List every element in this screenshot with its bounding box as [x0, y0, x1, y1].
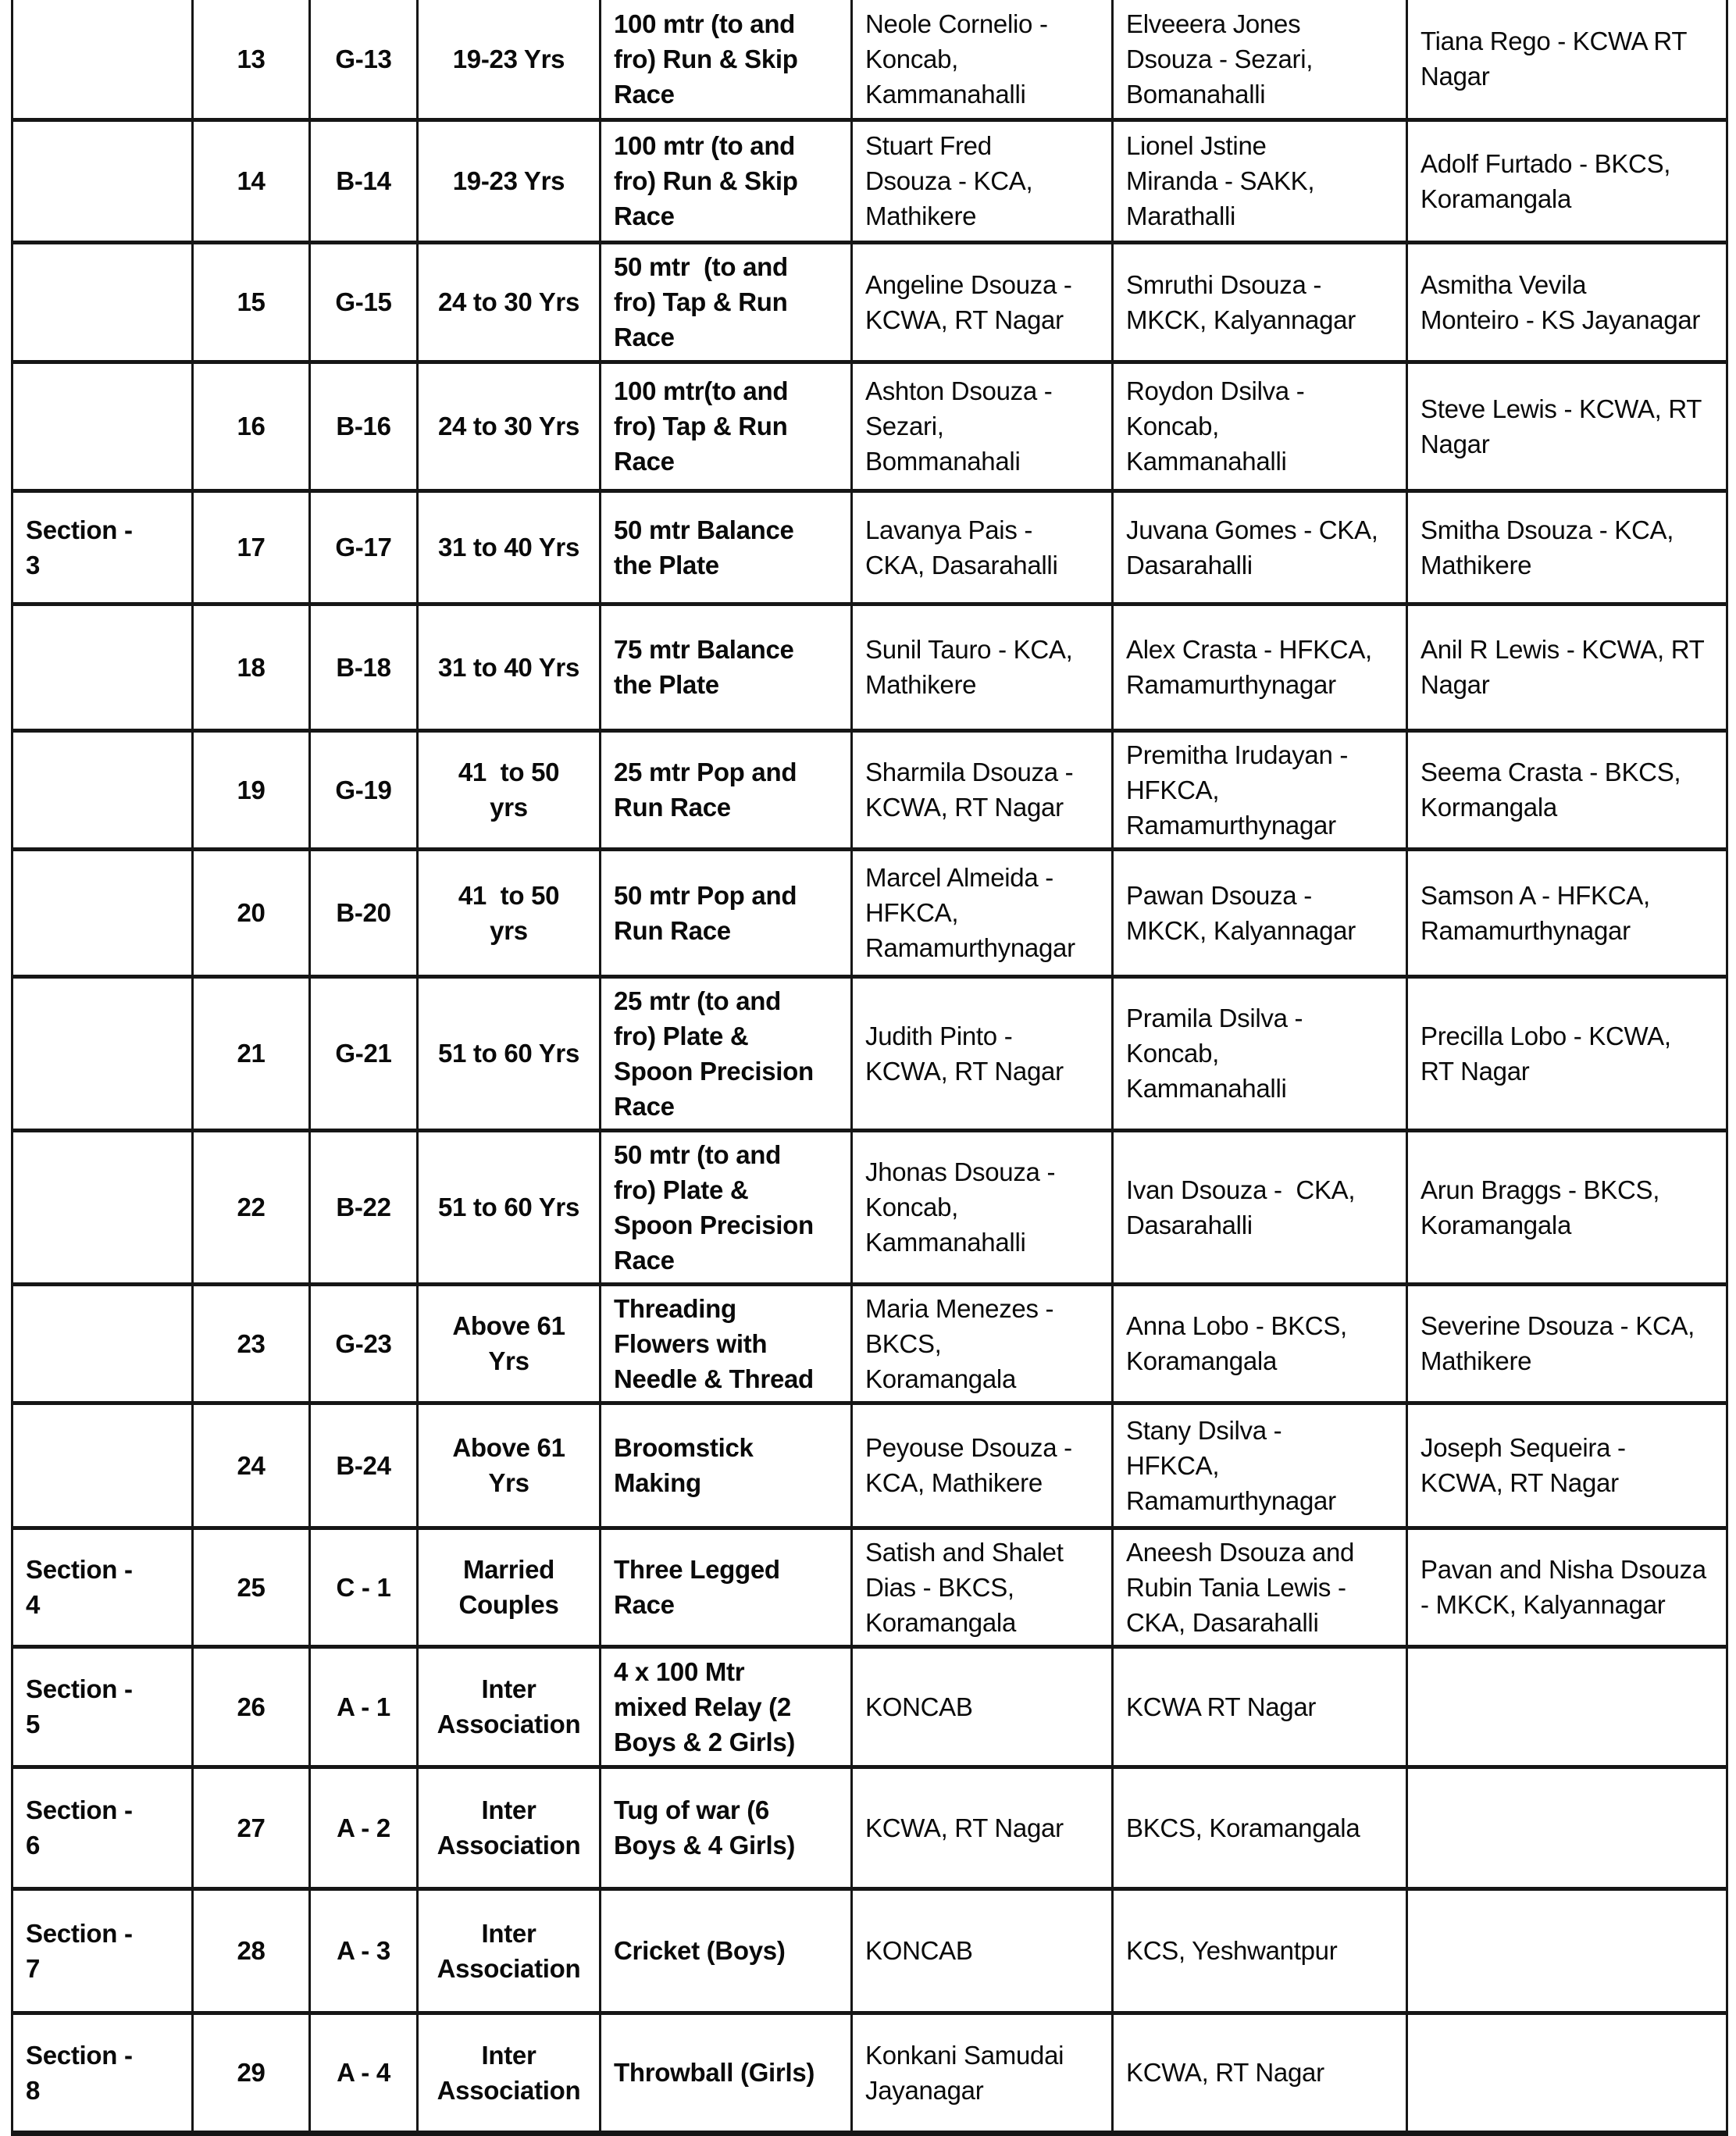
results-table-body: [12, 0, 1727, 2133]
cell-age-group: 19-23 Yrs: [418, 119, 601, 242]
cell-section: [12, 0, 193, 119]
cell-winner-1: Marcel Almeida - HFKCA, Ramamurthynagar: [852, 849, 1113, 976]
cell-sl-no: 21: [193, 976, 310, 1130]
table-row: [12, 730, 1727, 849]
cell-age-group: 51 to 60 Yrs: [418, 976, 601, 1130]
cell-sl-no: 20: [193, 849, 310, 976]
cell-winner-3: [1407, 2013, 1727, 2133]
cell-age-group: Above 61 Yrs: [418, 1284, 601, 1403]
cell-code: G-17: [310, 490, 418, 604]
cell-event: Throwball (Girls): [601, 2013, 852, 2133]
table-row: [12, 604, 1727, 730]
cell-winner-2: Anna Lobo - BKCS, Koramangala: [1113, 1284, 1407, 1403]
cell-winner-2: Roydon Dsilva - Koncab, Kammanahalli: [1113, 362, 1407, 490]
cell-section: Section - 3: [12, 490, 193, 604]
cell-winner-3: Samson A - HFKCA, Ramamurthynagar: [1407, 849, 1727, 976]
cell-winner-1: Ashton Dsouza - Sezari, Bommanahali: [852, 362, 1113, 490]
cell-event: 50 mtr (to and fro) Tap & Run Race: [601, 242, 852, 362]
cell-age-group: 31 to 40 Yrs: [418, 604, 601, 730]
cell-code: B-14: [310, 119, 418, 242]
cell-event: 4 x 100 Mtr mixed Relay (2 Boys & 2 Girls): [601, 1646, 852, 1767]
cell-event: Cricket (Boys): [601, 1888, 852, 2013]
cell-section: [12, 1130, 193, 1284]
cell-event: 50 mtr Pop and Run Race: [601, 849, 852, 976]
cell-age-group: 24 to 30 Yrs: [418, 362, 601, 490]
cell-sl-no: 28: [193, 1888, 310, 2013]
cell-sl-no: 29: [193, 2013, 310, 2133]
cell-sl-no: 26: [193, 1646, 310, 1767]
cell-winner-2: Premitha Irudayan - HFKCA, Ramamurthynagar: [1113, 730, 1407, 849]
cell-winner-2: Elveeera Jones Dsouza - Sezari, Bomanahalli: [1113, 0, 1407, 119]
cell-winner-1: Maria Menezes - BKCS, Koramangala: [852, 1284, 1113, 1403]
cell-sl-no: 27: [193, 1767, 310, 1888]
cell-sl-no: 25: [193, 1528, 310, 1646]
table-row: [12, 119, 1727, 242]
cell-age-group: Inter Association: [418, 1767, 601, 1888]
cell-winner-3: Smitha Dsouza - KCA, Mathikere: [1407, 490, 1727, 604]
cell-event: 100 mtr (to and fro) Run & Skip Race: [601, 0, 852, 119]
cell-code: B-20: [310, 849, 418, 976]
cell-winner-1: Konkani Samudai Jayanagar: [852, 2013, 1113, 2133]
table-row: [12, 0, 1727, 119]
cell-age-group: 51 to 60 Yrs: [418, 1130, 601, 1284]
cell-winner-1: Neole Cornelio - Koncab, Kammanahalli: [852, 0, 1113, 119]
table-row: [12, 1888, 1727, 2013]
cell-age-group: Married Couples: [418, 1528, 601, 1646]
cell-section: Section - 8: [12, 2013, 193, 2133]
cell-code: A - 2: [310, 1767, 418, 1888]
cell-winner-3: Joseph Sequeira - KCWA, RT Nagar: [1407, 1403, 1727, 1528]
cell-winner-2: KCS, Yeshwantpur: [1113, 1888, 1407, 2013]
cell-winner-3: Steve Lewis - KCWA, RT Nagar: [1407, 362, 1727, 490]
cell-sl-no: 14: [193, 119, 310, 242]
cell-sl-no: 13: [193, 0, 310, 119]
cell-winner-1: Stuart Fred Dsouza - KCA, Mathikere: [852, 119, 1113, 242]
cell-winner-3: [1407, 1646, 1727, 1767]
cell-event: Tug of war (6 Boys & 4 Girls): [601, 1767, 852, 1888]
cell-event: 25 mtr Pop and Run Race: [601, 730, 852, 849]
cell-winner-2: KCWA, RT Nagar: [1113, 2013, 1407, 2133]
cell-code: B-18: [310, 604, 418, 730]
cell-winner-2: Stany Dsilva - HFKCA, Ramamurthynagar: [1113, 1403, 1407, 1528]
cell-winner-2: Smruthi Dsouza - MKCK, Kalyannagar: [1113, 242, 1407, 362]
cell-winner-1: Sharmila Dsouza - KCWA, RT Nagar: [852, 730, 1113, 849]
cell-winner-2: Ivan Dsouza - CKA, Dasarahalli: [1113, 1130, 1407, 1284]
cell-code: B-22: [310, 1130, 418, 1284]
cell-code: A - 1: [310, 1646, 418, 1767]
cell-age-group: 31 to 40 Yrs: [418, 490, 601, 604]
cell-winner-3: Severine Dsouza - KCA, Mathikere: [1407, 1284, 1727, 1403]
cell-winner-3: Precilla Lobo - KCWA, RT Nagar: [1407, 976, 1727, 1130]
cell-winner-1: Lavanya Pais - CKA, Dasarahalli: [852, 490, 1113, 604]
cell-section: Section - 4: [12, 1528, 193, 1646]
cell-section: [12, 730, 193, 849]
cell-sl-no: 24: [193, 1403, 310, 1528]
table-row: [12, 1284, 1727, 1403]
table-row: [12, 490, 1727, 604]
cell-code: G-21: [310, 976, 418, 1130]
cell-winner-2: Pawan Dsouza - MKCK, Kalyannagar: [1113, 849, 1407, 976]
cell-winner-1: KONCAB: [852, 1888, 1113, 2013]
cell-section: [12, 242, 193, 362]
cell-age-group: 24 to 30 Yrs: [418, 242, 601, 362]
table-row: [12, 362, 1727, 490]
cell-winner-2: Juvana Gomes - CKA, Dasarahalli: [1113, 490, 1407, 604]
cell-section: [12, 1403, 193, 1528]
cell-section: [12, 976, 193, 1130]
cell-winner-2: Aneesh Dsouza and Rubin Tania Lewis - CKA, Dasarahalli: [1113, 1528, 1407, 1646]
cell-event: Broomstick Making: [601, 1403, 852, 1528]
table-row: [12, 242, 1727, 362]
cell-code: A - 4: [310, 2013, 418, 2133]
cell-code: B-16: [310, 362, 418, 490]
cell-event: 50 mtr (to and fro) Plate & Spoon Precision Race: [601, 1130, 852, 1284]
table-row: [12, 1646, 1727, 1767]
cell-code: G-19: [310, 730, 418, 849]
cell-sl-no: 18: [193, 604, 310, 730]
cell-winner-1: KONCAB: [852, 1646, 1113, 1767]
cell-section: Section - 6: [12, 1767, 193, 1888]
cell-event: 100 mtr(to and fro) Tap & Run Race: [601, 362, 852, 490]
cell-section: [12, 362, 193, 490]
cell-section: Section - 5: [12, 1646, 193, 1767]
cell-event: 50 mtr Balance the Plate: [601, 490, 852, 604]
cell-sl-no: 16: [193, 362, 310, 490]
cell-sl-no: 15: [193, 242, 310, 362]
cell-age-group: Inter Association: [418, 1646, 601, 1767]
cell-event: 75 mtr Balance the Plate: [601, 604, 852, 730]
table-row: [12, 849, 1727, 976]
cell-winner-3: Tiana Rego - KCWA RT Nagar: [1407, 0, 1727, 119]
cell-winner-1: Judith Pinto - KCWA, RT Nagar: [852, 976, 1113, 1130]
cell-section: [12, 849, 193, 976]
cell-sl-no: 17: [193, 490, 310, 604]
cell-winner-1: Peyouse Dsouza - KCA, Mathikere: [852, 1403, 1113, 1528]
cell-winner-2: Alex Crasta - HFKCA, Ramamurthynagar: [1113, 604, 1407, 730]
cell-winner-2: Lionel Jstine Miranda - SAKK, Marathalli: [1113, 119, 1407, 242]
cell-winner-2: BKCS, Koramangala: [1113, 1767, 1407, 1888]
cell-age-group: 41 to 50 yrs: [418, 849, 601, 976]
cell-winner-1: Jhonas Dsouza - Koncab, Kammanahalli: [852, 1130, 1113, 1284]
cell-section: [12, 604, 193, 730]
cell-section: [12, 1284, 193, 1403]
cell-code: G-15: [310, 242, 418, 362]
table-row: [12, 1403, 1727, 1528]
cell-code: C - 1: [310, 1528, 418, 1646]
cell-sl-no: 23: [193, 1284, 310, 1403]
table-row: [12, 1528, 1727, 1646]
cell-section: [12, 119, 193, 242]
cell-age-group: 19-23 Yrs: [418, 0, 601, 119]
cell-winner-2: Pramila Dsilva - Koncab, Kammanahalli: [1113, 976, 1407, 1130]
cell-event: Threading Flowers with Needle & Thread: [601, 1284, 852, 1403]
cell-winner-3: Arun Braggs - BKCS, Koramangala: [1407, 1130, 1727, 1284]
cell-age-group: Inter Association: [418, 1888, 601, 2013]
cell-event: 25 mtr (to and fro) Plate & Spoon Precision Race: [601, 976, 852, 1130]
cell-age-group: Above 61 Yrs: [418, 1403, 601, 1528]
cell-age-group: 41 to 50 yrs: [418, 730, 601, 849]
cell-event: Three Legged Race: [601, 1528, 852, 1646]
cell-winner-1: Sunil Tauro - KCA, Mathikere: [852, 604, 1113, 730]
results-table: [11, 0, 1728, 2136]
table-row: [12, 976, 1727, 1130]
cell-code: G-13: [310, 0, 418, 119]
table-row: [12, 2013, 1727, 2133]
cell-winner-3: [1407, 1888, 1727, 2013]
cell-winner-1: Satish and Shalet Dias - BKCS, Koramangala: [852, 1528, 1113, 1646]
cell-winner-3: Asmitha Vevila Monteiro - KS Jayanagar: [1407, 242, 1727, 362]
cell-winner-2: KCWA RT Nagar: [1113, 1646, 1407, 1767]
cell-event: 100 mtr (to and fro) Run & Skip Race: [601, 119, 852, 242]
cell-winner-3: Pavan and Nisha Dsouza - MKCK, Kalyannagar: [1407, 1528, 1727, 1646]
cell-sl-no: 22: [193, 1130, 310, 1284]
cell-sl-no: 19: [193, 730, 310, 849]
cell-winner-3: Anil R Lewis - KCWA, RT Nagar: [1407, 604, 1727, 730]
table-row: [12, 1130, 1727, 1284]
cell-section: Section - 7: [12, 1888, 193, 2013]
cell-winner-1: KCWA, RT Nagar: [852, 1767, 1113, 1888]
table-row: [12, 1767, 1727, 1888]
cell-code: B-24: [310, 1403, 418, 1528]
cell-code: G-23: [310, 1284, 418, 1403]
cell-age-group: Inter Association: [418, 2013, 601, 2133]
cell-code: A - 3: [310, 1888, 418, 2013]
cell-winner-1: Angeline Dsouza - KCWA, RT Nagar: [852, 242, 1113, 362]
cell-winner-3: Adolf Furtado - BKCS, Koramangala: [1407, 119, 1727, 242]
cell-winner-3: [1407, 1767, 1727, 1888]
cell-winner-3: Seema Crasta - BKCS, Kormangala: [1407, 730, 1727, 849]
